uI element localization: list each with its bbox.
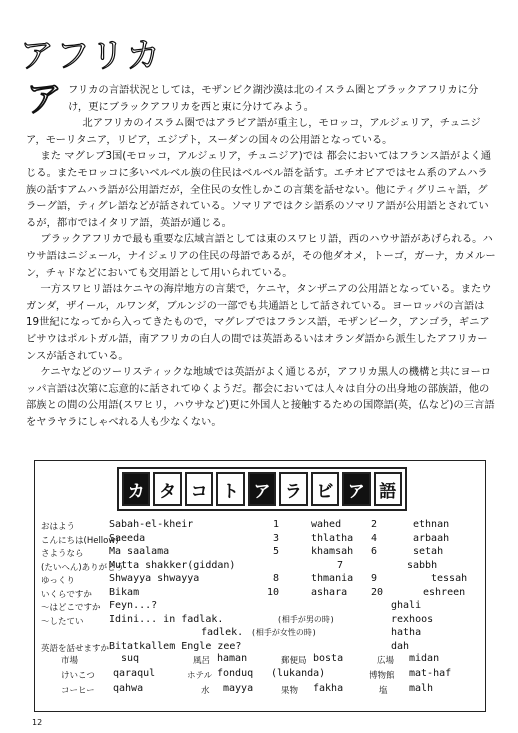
paragraph-2: 北アフリカのイスラム圏ではアラビア語が重主し，モロッコ，アルジェリア，チュニジア，モーリタニア，リビア，エジプト，スーダンの国々の公用語となっている。 xyxy=(26,117,481,146)
banner-char: ラ xyxy=(279,472,307,506)
phrasebook-box xyxy=(34,460,486,712)
phrase-row: fadlek. (相手が女性の時) hatha xyxy=(201,627,422,638)
vocab-row: 市場 suq 風呂 haman 郵便局 bosta 広場 midan xyxy=(61,653,440,666)
phrase-row: (たいへん)ありがとう Mutta shakker(giddan) 7 sabbh xyxy=(41,559,438,573)
article-body xyxy=(26,79,496,430)
paragraph-4: ブラックアフリカで最も重要な広域言語としては東のスワヒリ語，西のハウサ語があげられる。ハウサ語はニジェール，ナイジェリアの住民の母語であるが，その他ダオメ，トーゴ，ガーナ，カメルーン，チャドなどにおいても交用語として用いられている。 xyxy=(26,233,496,279)
vocab-row: コーヒー qahwa 水 mayya 果物 fakha 塩 malh xyxy=(61,683,434,696)
phrasebook-banner xyxy=(117,467,407,511)
paragraph-6: ケニヤなどのツーリスティックな地域では英語がよく通じるが，アフリカ黒人の機構と共にヨーロッパ言語は次第に忘意的に話されてゆくようだ。都会においては人々は自分の出身地の部族語，他の部族との間の公用語(スワヒリ，ハウサなど)更に外国人と接触するための国際語(英，仏など)の三言語をヤラヤラにしゃべれる人も少なくない。 xyxy=(26,366,495,428)
page-number: 12 xyxy=(32,718,43,727)
phrase-row: さようなら Ma saalama 5 khamsah 6 setah xyxy=(41,546,444,559)
dropcap: ア xyxy=(26,79,63,120)
phrase-row: おはよう Sabah-el-kheir 1 wahed 2 ethnan xyxy=(41,519,450,532)
phrase-list xyxy=(41,519,481,654)
banner-char: タ xyxy=(153,472,181,506)
phrase-row: ～したてい Idini... in fadlak. (相手が男の時) rexhoos xyxy=(41,613,434,627)
phrase-row: こんにちは(Hellow) Saeeda 3 thlatha 4 arbaah xyxy=(41,532,450,546)
phrase-row: ～はどこですか Feyn...? ghali xyxy=(41,600,422,613)
banner-char: ア xyxy=(342,472,370,506)
phrase-row: ゆっくり Shwayya shwayya 8 thmania 9 tessah xyxy=(41,573,468,586)
phrase-row: 英語を話せますか Bitatkallem Engle zee? dah xyxy=(41,640,410,654)
banner-char: 語 xyxy=(374,472,402,506)
paragraph-5: 一方スワヒリ語はケニヤの海岸地方の言葉で，ケニヤ，タンザニアの公用語となっている。またウガンダ，ザイール，ルワンダ，ブルンジの一部でも共通語として話されている。ヨーロッパの言語は19世紀になってから入ってきたもので，マグレブではフランス語，モザンビーク，アンゴラ，ギニアビサウはポルトガル語，南アフリカの白人の間では英語あるいはオランダ語から派生したアフリカーンスが話されている。 xyxy=(26,283,492,362)
banner-char: カ xyxy=(122,472,150,506)
banner-char: ビ xyxy=(311,472,339,506)
banner-char: ア xyxy=(248,472,276,506)
paragraph-1: アフリカの言語状況としては，モザンビク湖沙漠は北のイスラム圏とブラックアフリカに分け，更にブラックアフリカを西と東に分けてみよう。 xyxy=(26,79,479,120)
banner-char: コ xyxy=(185,472,213,506)
paragraph-3: また マグレブ3国(モロッコ，アルジェリア，チュニジア)では 都会においてはフランス語がよく通じる。またモロッコに多いベルベル族の住民はベルベル語を話す。エチオピアではセム系のアムハラ族の話すアムハラ語が公用語だが，全住民の女性しかこの言葉を話せない。他にティグリニャ語，グラーグ語，ティグレ語などが話されている。ソマリアではクシ語系のソマリア語が公用語とされているが，都市ではイタリア語，英語が通じる。 xyxy=(26,150,492,229)
phrase-row: いくらですか Bikam 10 ashara 20 eshreen xyxy=(41,586,466,600)
vocab-table xyxy=(41,653,481,698)
vocab-row: けいこつ qaraqul ホテル fonduq (lukanda) 博物館 mat-haf xyxy=(61,668,452,681)
page-title: アフリカ xyxy=(20,36,163,76)
banner-char: ト xyxy=(216,472,244,506)
